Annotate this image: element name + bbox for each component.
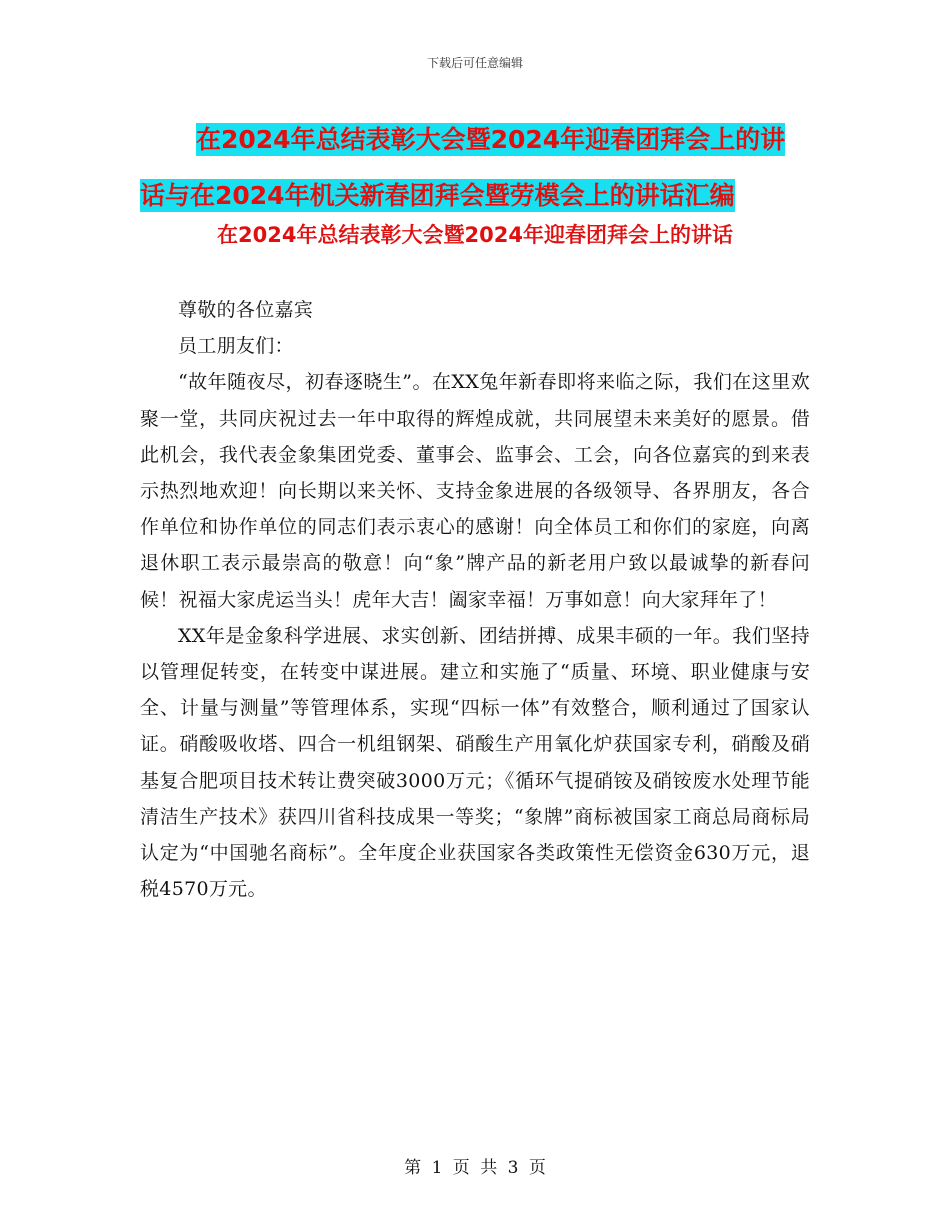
salutation: 尊敬的各位嘉宾 <box>178 299 314 321</box>
paragraph: XX年是金象科学进展、求实创新、团结拼搏、成果丰硕的一年。我们坚持以管理促转变，在转变中谋进展。建立和实施了“质量、环境、职业健康与安全、计量与测量”等管理体系，实现“四标一体”有效整合，顺利通过了国家认证。硝酸吸收塔、四合一机组钢架、硝酸生产用氧化炉获国家专利，硝酸及硝基复合肥项目技术转让费突破3000万元；《循环气提硝铵及硝铵废水处理节能清洁生产技术》获四川省科技成果一等奖；“象牌”商标被国家工商总局商标局认定为“中国驰名商标”。全年度企业获国家各类政策性无偿资金630万元，退税4570万元。 <box>140 624 810 901</box>
title-line-2: 话与在2024年机关新春团拜会暨劳模会上的讲话汇编 <box>140 181 735 210</box>
salutation-2: 员工朋友们： <box>178 335 294 358</box>
document-title <box>140 112 810 224</box>
title-line-1: 在2024年总结表彰大会暨2024年迎春团拜会上的讲 <box>196 125 786 154</box>
header-note: 下载后可任意编辑 <box>426 56 523 70</box>
paragraph: “故年随夜尽，初春逐晓生”。在XX兔年新春即将来临之际，我们在这里欢聚一堂，共同庆祝过去一年中取得的辉煌成就，共同展望未来美好的愿景。借此机会，我代表金象集团党委、董事会、监事会、工会，向各位嘉宾的到来表示热烈地欢迎！向长期以来关怀、支持金象进展的各级领导、各界朋友，各合作单位和协作单位的同志们表示衷心的感谢！向全体员工和你们的家庭，向离退休职工表示最崇高的敬意！向“象”牌产品的新老用户致以最诚挚的新春问候！祝福大家虎运当头！虎年大吉！阖家幸福！万事如意！向大家拜年了！ <box>140 371 810 611</box>
section-title: 在2024年总结表彰大会暨2024年迎春团拜会上的讲话 <box>217 223 733 247</box>
page-number: 第 1 页 共 3 页 <box>404 1158 546 1178</box>
document-body <box>140 292 810 907</box>
